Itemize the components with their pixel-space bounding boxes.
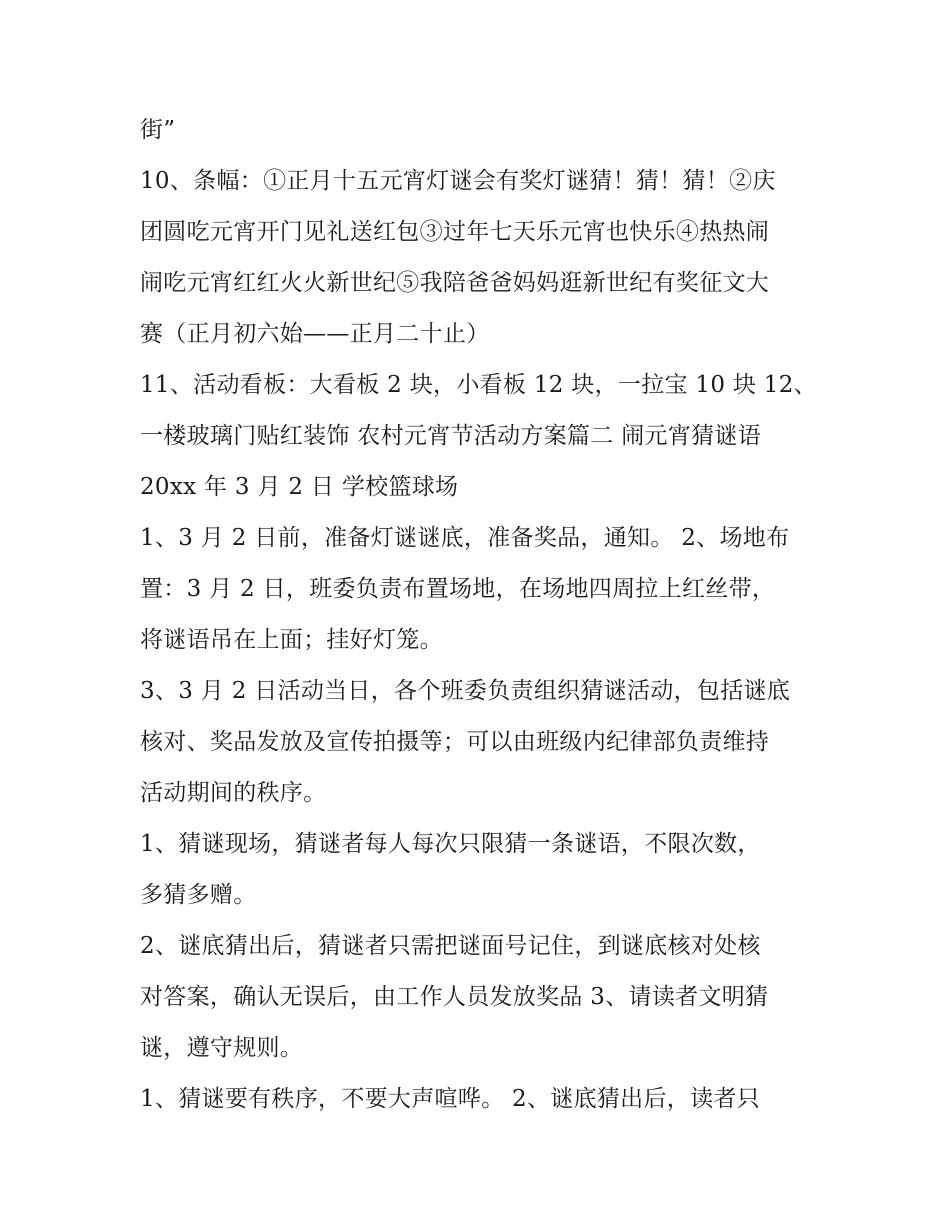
text-line: 1、猜谜要有秩序，不要大声喧哗。 2、谜底猜出后，读者只 [140, 1086, 760, 1112]
text-line: 3、3 月 2 日活动当日，各个班委负责组织猜谜活动，包括谜底 [140, 678, 791, 704]
text-line: 对答案，确认无误后，由工作人员发放奖品 3、请读者文明猜 [140, 984, 769, 1010]
text-line: 20xx 年 3 月 2 日 学校篮球场 [140, 474, 459, 500]
text-line: 活动期间的秩序。 [140, 780, 327, 806]
text-line: 2、谜底猜出后，猜谜者只需把谜面号记住，到谜底核对处核 [140, 933, 761, 959]
document-body [140, 105, 820, 1125]
text-line: 核对、奖品发放及宣传拍摄等；可以由班级内纪律部负责维持 [140, 729, 770, 755]
text-line: 11、活动看板：大看板 2 块，小看板 12 块，一拉宝 10 块 12、 [140, 372, 817, 398]
text-line: 置：3 月 2 日，班委负责布置场地，在场地四周拉上红丝带， [140, 576, 776, 602]
text-line: 将谜语吊在上面；挂好灯笼。 [140, 627, 443, 653]
text-line: 闹吃元宵红红火火新世纪⑤我陪爸爸妈妈逛新世纪有奖征文大 [140, 270, 770, 296]
text-line: 团圆吃元宵开门见礼送红包③过年七天乐元宵也快乐④热热闹 [140, 219, 770, 245]
text-line: 赛（正月初六始——正月二十止） [140, 321, 490, 347]
text-line: 1、猜谜现场，猜谜者每人每次只限猜一条谜语，不限次数， [140, 831, 761, 857]
text-line: 1、3 月 2 日前，准备灯谜谜底，准备奖品，通知。 2、场地布 [140, 525, 790, 551]
text-line: 谜，遵守规则。 [140, 1035, 304, 1061]
text-line: 街” [140, 117, 176, 143]
text-line: 多猜多赠。 [140, 882, 257, 908]
text-line: 10、条幅：①正月十五元宵灯谜会有奖灯谜猜！猜！猜！②庆 [140, 168, 776, 194]
text-line: 一楼玻璃门贴红装饰 农村元宵节活动方案篇二 闹元宵猜谜语 [140, 423, 762, 449]
